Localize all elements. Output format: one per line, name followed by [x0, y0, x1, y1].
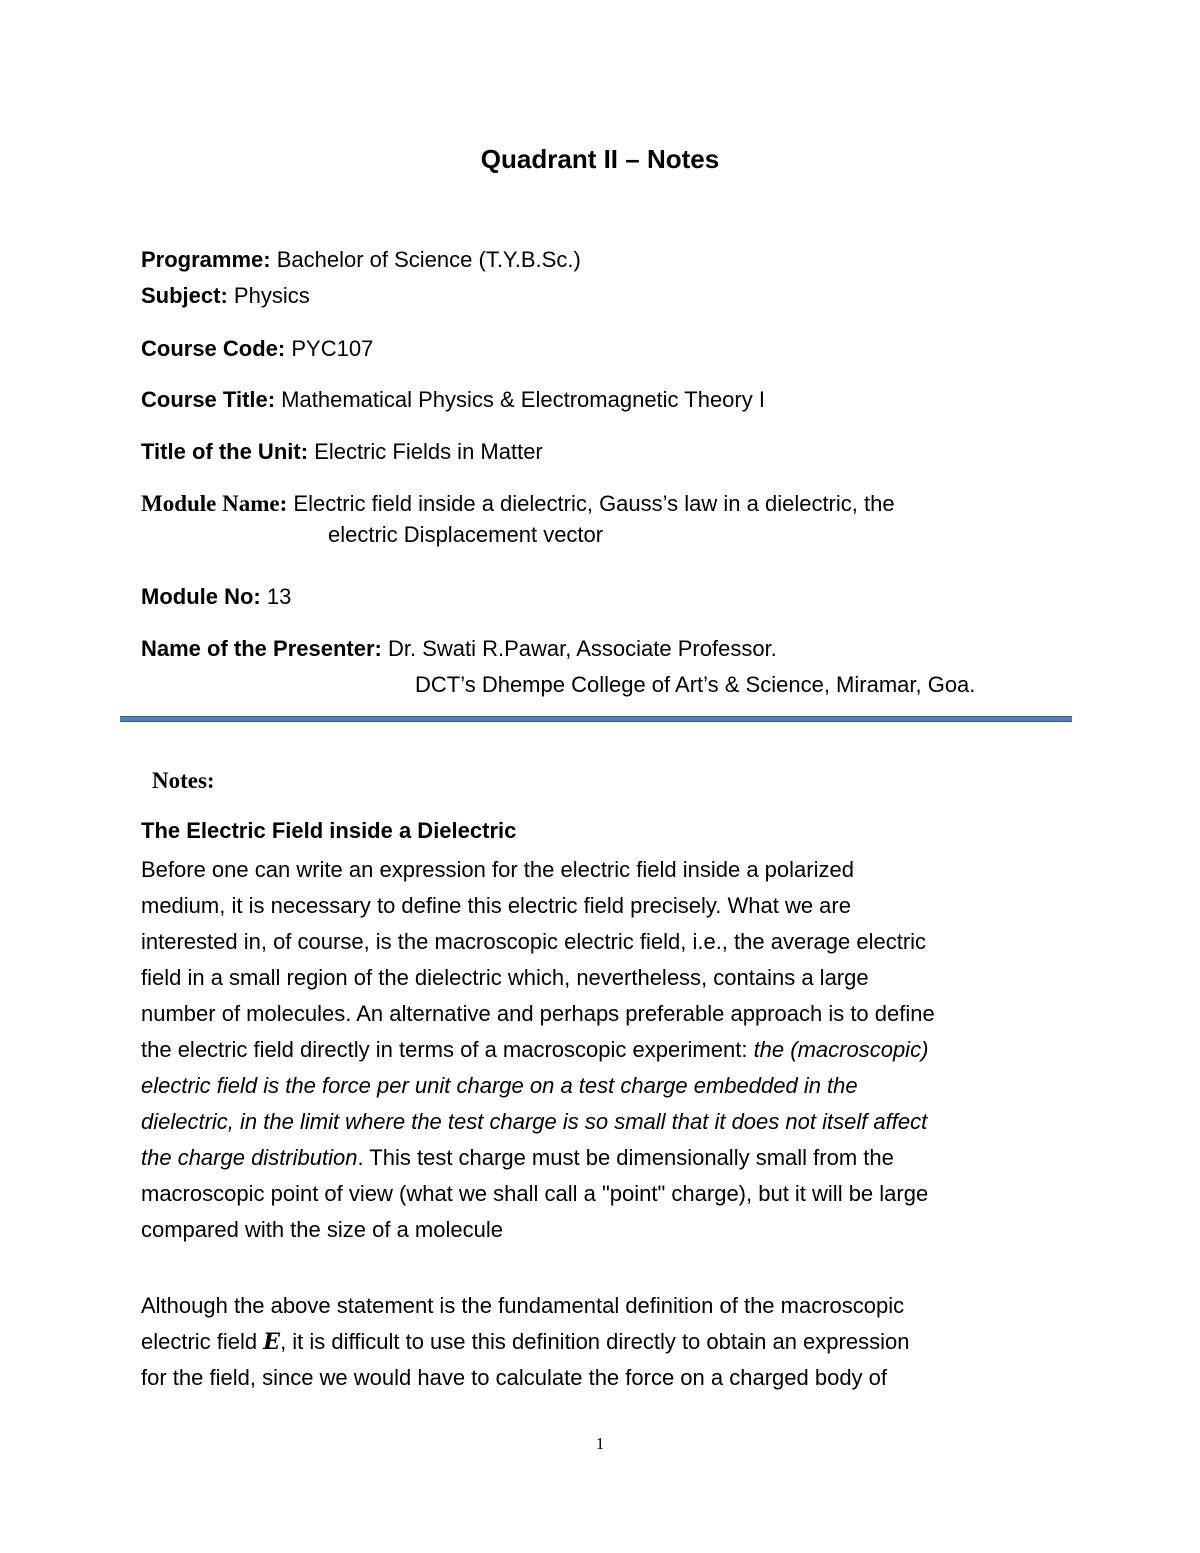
paragraph-text: electric field: [141, 1329, 264, 1354]
unit-title-value: Electric Fields in Matter: [308, 439, 543, 464]
notes-label: Notes:: [152, 768, 215, 793]
page-number: 1: [595, 1434, 605, 1453]
module-no-label: Module No:: [141, 584, 261, 609]
paragraph-line: for the field, since we would have to calculate the force on a charged body of: [141, 1365, 888, 1390]
module-no-line: [141, 582, 291, 612]
unit-title-label: Title of the Unit:: [141, 439, 309, 464]
module-no-value: 13: [260, 584, 292, 609]
paragraph-text: the electric field directly in terms of a macroscopic experiment:: [141, 1037, 754, 1062]
paragraph-text: . This test charge must be dimensionally small from the: [357, 1145, 894, 1170]
paragraph-line: field in a small region of the dielectric which, nevertheless, contains a large: [141, 965, 869, 990]
module-name-label: Module Name:: [141, 491, 288, 516]
paragraph-line: Before one can write an expression for the electric field inside a polarized: [141, 857, 854, 882]
paragraph-line: Although the above statement is the fundamental definition of the macroscopic: [141, 1293, 905, 1318]
page-title: Quadrant II – Notes: [480, 144, 720, 174]
module-name-line: [141, 489, 895, 519]
module-name-value: Electric field inside a dielectric, Gauss’s law in a dielectric, the: [287, 491, 895, 516]
course-code-line: [141, 334, 373, 364]
horizontal-divider: [120, 716, 1072, 722]
course-code-label: Course Code:: [141, 336, 286, 361]
programme-label: Programme:: [141, 247, 271, 272]
presenter-value: Dr. Swati R.Pawar, Associate Professor.: [381, 636, 777, 661]
italic-definition-text: dielectric, in the limit where the test charge is so small that it does not itself affect: [141, 1109, 928, 1134]
paragraph-line: compared with the size of a molecule: [141, 1217, 503, 1242]
section-heading: The Electric Field inside a Dielectric: [141, 818, 517, 843]
unit-title-line: [141, 437, 543, 467]
paragraph-line: interested in, of course, is the macroscopic electric field, i.e., the average electric: [141, 929, 927, 954]
paragraph-line: [141, 1324, 1071, 1360]
programme-value: Bachelor of Science (T.Y.B.Sc.): [270, 247, 581, 272]
paragraph-line: number of molecules. An alternative and perhaps preferable approach is to define: [141, 1001, 935, 1026]
paragraph-line: [141, 1140, 1071, 1176]
subject-label: Subject:: [141, 283, 228, 308]
subject-line: [141, 281, 310, 311]
programme-line: [141, 245, 581, 275]
course-title-value: Mathematical Physics & Electromagnetic Theory I: [275, 387, 765, 412]
italic-definition-text: the (macroscopic): [753, 1037, 929, 1062]
electric-field-symbol: E: [263, 1329, 281, 1355]
italic-definition-text: electric field is the force per unit charge on a test charge embedded in the: [141, 1073, 858, 1098]
paragraph-text: , it is difficult to use this definition directly to obtain an expression: [280, 1329, 910, 1354]
presenter-line: [141, 634, 777, 664]
subject-value: Physics: [227, 283, 310, 308]
course-code-value: PYC107: [285, 336, 374, 361]
module-name-continuation: electric Displacement vector: [328, 522, 604, 547]
course-title-line: [141, 385, 765, 415]
course-title-label: Course Title:: [141, 387, 276, 412]
paragraph-2: [141, 1288, 1071, 1396]
paragraph-line: macroscopic point of view (what we shall call a "point" charge), but it will be large: [141, 1181, 929, 1206]
paragraph-line: [141, 1032, 1071, 1068]
italic-definition-text: the charge distribution: [141, 1145, 358, 1170]
paragraph-line: medium, it is necessary to define this electric field precisely. What we are: [141, 893, 851, 918]
presenter-label: Name of the Presenter:: [141, 636, 382, 661]
paragraph-1: [141, 852, 1071, 1248]
presenter-affiliation: DCT’s Dhempe College of Art’s & Science, Miramar, Goa.: [415, 672, 976, 697]
